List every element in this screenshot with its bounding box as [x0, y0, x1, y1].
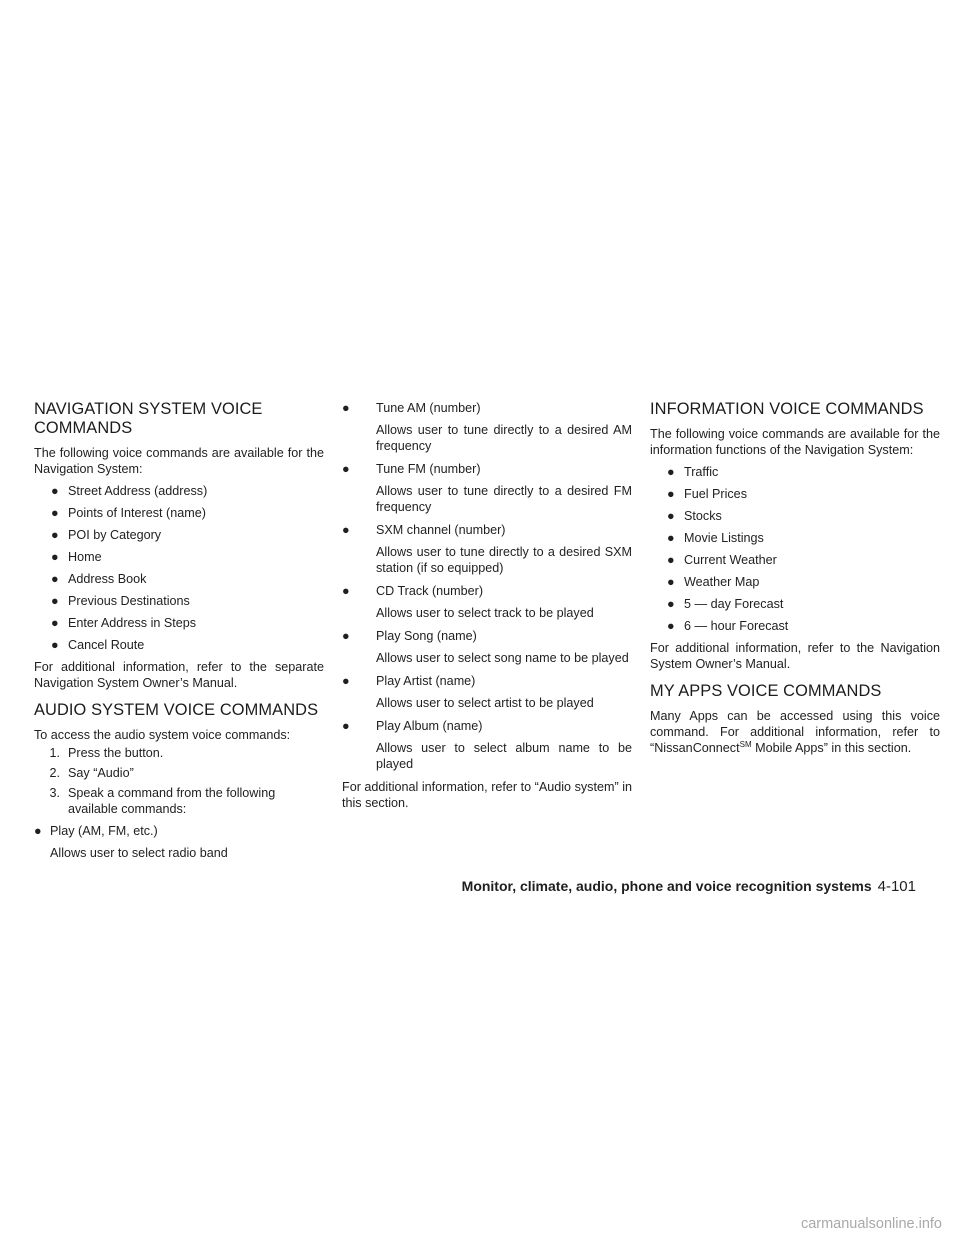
bullet-icon: ● [667, 553, 675, 567]
list-item: ● Address Book [51, 572, 147, 586]
list-item: ● Previous Destinations [51, 594, 190, 608]
bullet-icon: ● [342, 462, 350, 476]
audio-command-desc: Allows user to select radio band [50, 846, 228, 860]
audio-heading: AUDIO SYSTEM VOICE COMMANDS [34, 701, 319, 719]
list-item: ● Fuel Prices [667, 487, 747, 501]
list-item: ● POI by Category [51, 528, 162, 542]
bullet-icon: ● [51, 638, 59, 652]
list-item: ● Enter Address in Steps [51, 616, 197, 630]
bullet-icon: ● [667, 575, 675, 589]
list-item: ● Cancel Route [51, 638, 145, 652]
audio-command: ● Tune FM (number) [342, 462, 481, 476]
bullet-icon: ● [667, 531, 675, 545]
bullet-icon: ● [51, 594, 59, 608]
audio-command: ● Play Album (name) [342, 719, 483, 733]
info-intro: The following voice commands are available for the information functions of the Navigation System: [650, 427, 940, 457]
audio-command: ● Play (AM, FM, etc.) [34, 824, 158, 838]
audio-command: ● SXM channel (number) [342, 523, 506, 537]
audio-command: ● Tune AM (number) [342, 401, 481, 415]
list-item: ● Weather Map [667, 575, 760, 589]
list-item: 1. Press the button. [49, 746, 164, 760]
bullet-icon: ● [342, 719, 350, 733]
bullet-icon: ● [34, 824, 42, 838]
audio-command: ● Play Artist (name) [342, 674, 476, 688]
bullet-icon: ● [667, 487, 675, 501]
column-middle [342, 400, 632, 817]
bullet-icon: ● [667, 465, 675, 479]
audio-command-desc: Allows user to tune directly to a desired AM frequency [376, 423, 632, 453]
audio-command-desc: Allows user to select track to be played [376, 606, 594, 620]
list-item: ● 5 — day Forecast [667, 597, 784, 611]
page-footer [462, 878, 916, 895]
list-item: ● Traffic [667, 465, 719, 479]
bullet-icon: ● [342, 629, 350, 643]
list-item: ● Points of Interest (name) [51, 506, 206, 520]
bullet-icon: ● [667, 509, 675, 523]
apps-text: Many Apps can be accessed using this voice command. For additional information, refer to “NissanConnect℠ Mobile Apps” in this section. [650, 709, 940, 755]
nav-heading: NAVIGATION SYSTEM VOICE COMMANDS [34, 400, 263, 437]
bullet-icon: ● [51, 572, 59, 586]
page-number: 4-101 [877, 878, 916, 895]
info-heading: INFORMATION VOICE COMMANDS [650, 400, 924, 418]
audio-outro: For additional information, refer to “Audio system” in this section. [342, 780, 632, 810]
audio-intro: To access the audio system voice commands: [34, 728, 291, 742]
list-item: ● Movie Listings [667, 531, 764, 545]
audio-command-desc: Allows user to select song name to be played [376, 651, 629, 665]
bullet-icon: ● [667, 597, 675, 611]
audio-command-desc: Allows user to tune directly to a desired FM frequency [376, 484, 632, 514]
audio-command-desc: Allows user to select album name to be played [376, 741, 632, 771]
bullet-icon: ● [51, 506, 59, 520]
list-item: ● Stocks [667, 509, 722, 523]
audio-command: ● Play Song (name) [342, 629, 477, 643]
bullet-icon: ● [667, 619, 675, 633]
audio-command: ● CD Track (number) [342, 584, 484, 598]
list-item: ● Street Address (address) [51, 484, 208, 498]
list-item: 3. Speak a command from the following available commands: [49, 786, 276, 816]
bullet-icon: ● [342, 523, 350, 537]
list-item: ● Home [51, 550, 102, 564]
section-title: Monitor, climate, audio, phone and voice recognition systems [461, 878, 872, 894]
bullet-icon: ● [51, 616, 59, 630]
service-mark: SM [739, 739, 752, 749]
info-outro: For additional information, refer to the Navigation System Owner’s Manual. [650, 641, 940, 671]
nav-outro: For additional information, refer to the separate Navigation System Owner’s Manual. [34, 660, 324, 690]
audio-command-desc: Allows user to select artist to be played [376, 696, 594, 710]
audio-command-desc: Allows user to tune directly to a desired SXM station (if so equipped) [376, 545, 632, 575]
list-item: 2. Say “Audio” [49, 766, 134, 780]
bullet-icon: ● [51, 528, 59, 542]
list-item: ● Current Weather [667, 553, 777, 567]
bullet-icon: ● [51, 550, 59, 564]
audio-steps [34, 745, 324, 817]
bullet-icon: ● [342, 401, 350, 415]
bullet-icon: ● [342, 674, 350, 688]
nav-intro: The following voice commands are available for the Navigation System: [34, 446, 324, 476]
apps-heading: MY APPS VOICE COMMANDS [650, 682, 882, 700]
column-right [650, 400, 940, 762]
bullet-icon: ● [342, 584, 350, 598]
bullet-icon: ● [51, 484, 59, 498]
list-item: ● 6 — hour Forecast [667, 619, 789, 633]
column-left [34, 400, 324, 868]
watermark: carmanualsonline.info [800, 1216, 942, 1232]
